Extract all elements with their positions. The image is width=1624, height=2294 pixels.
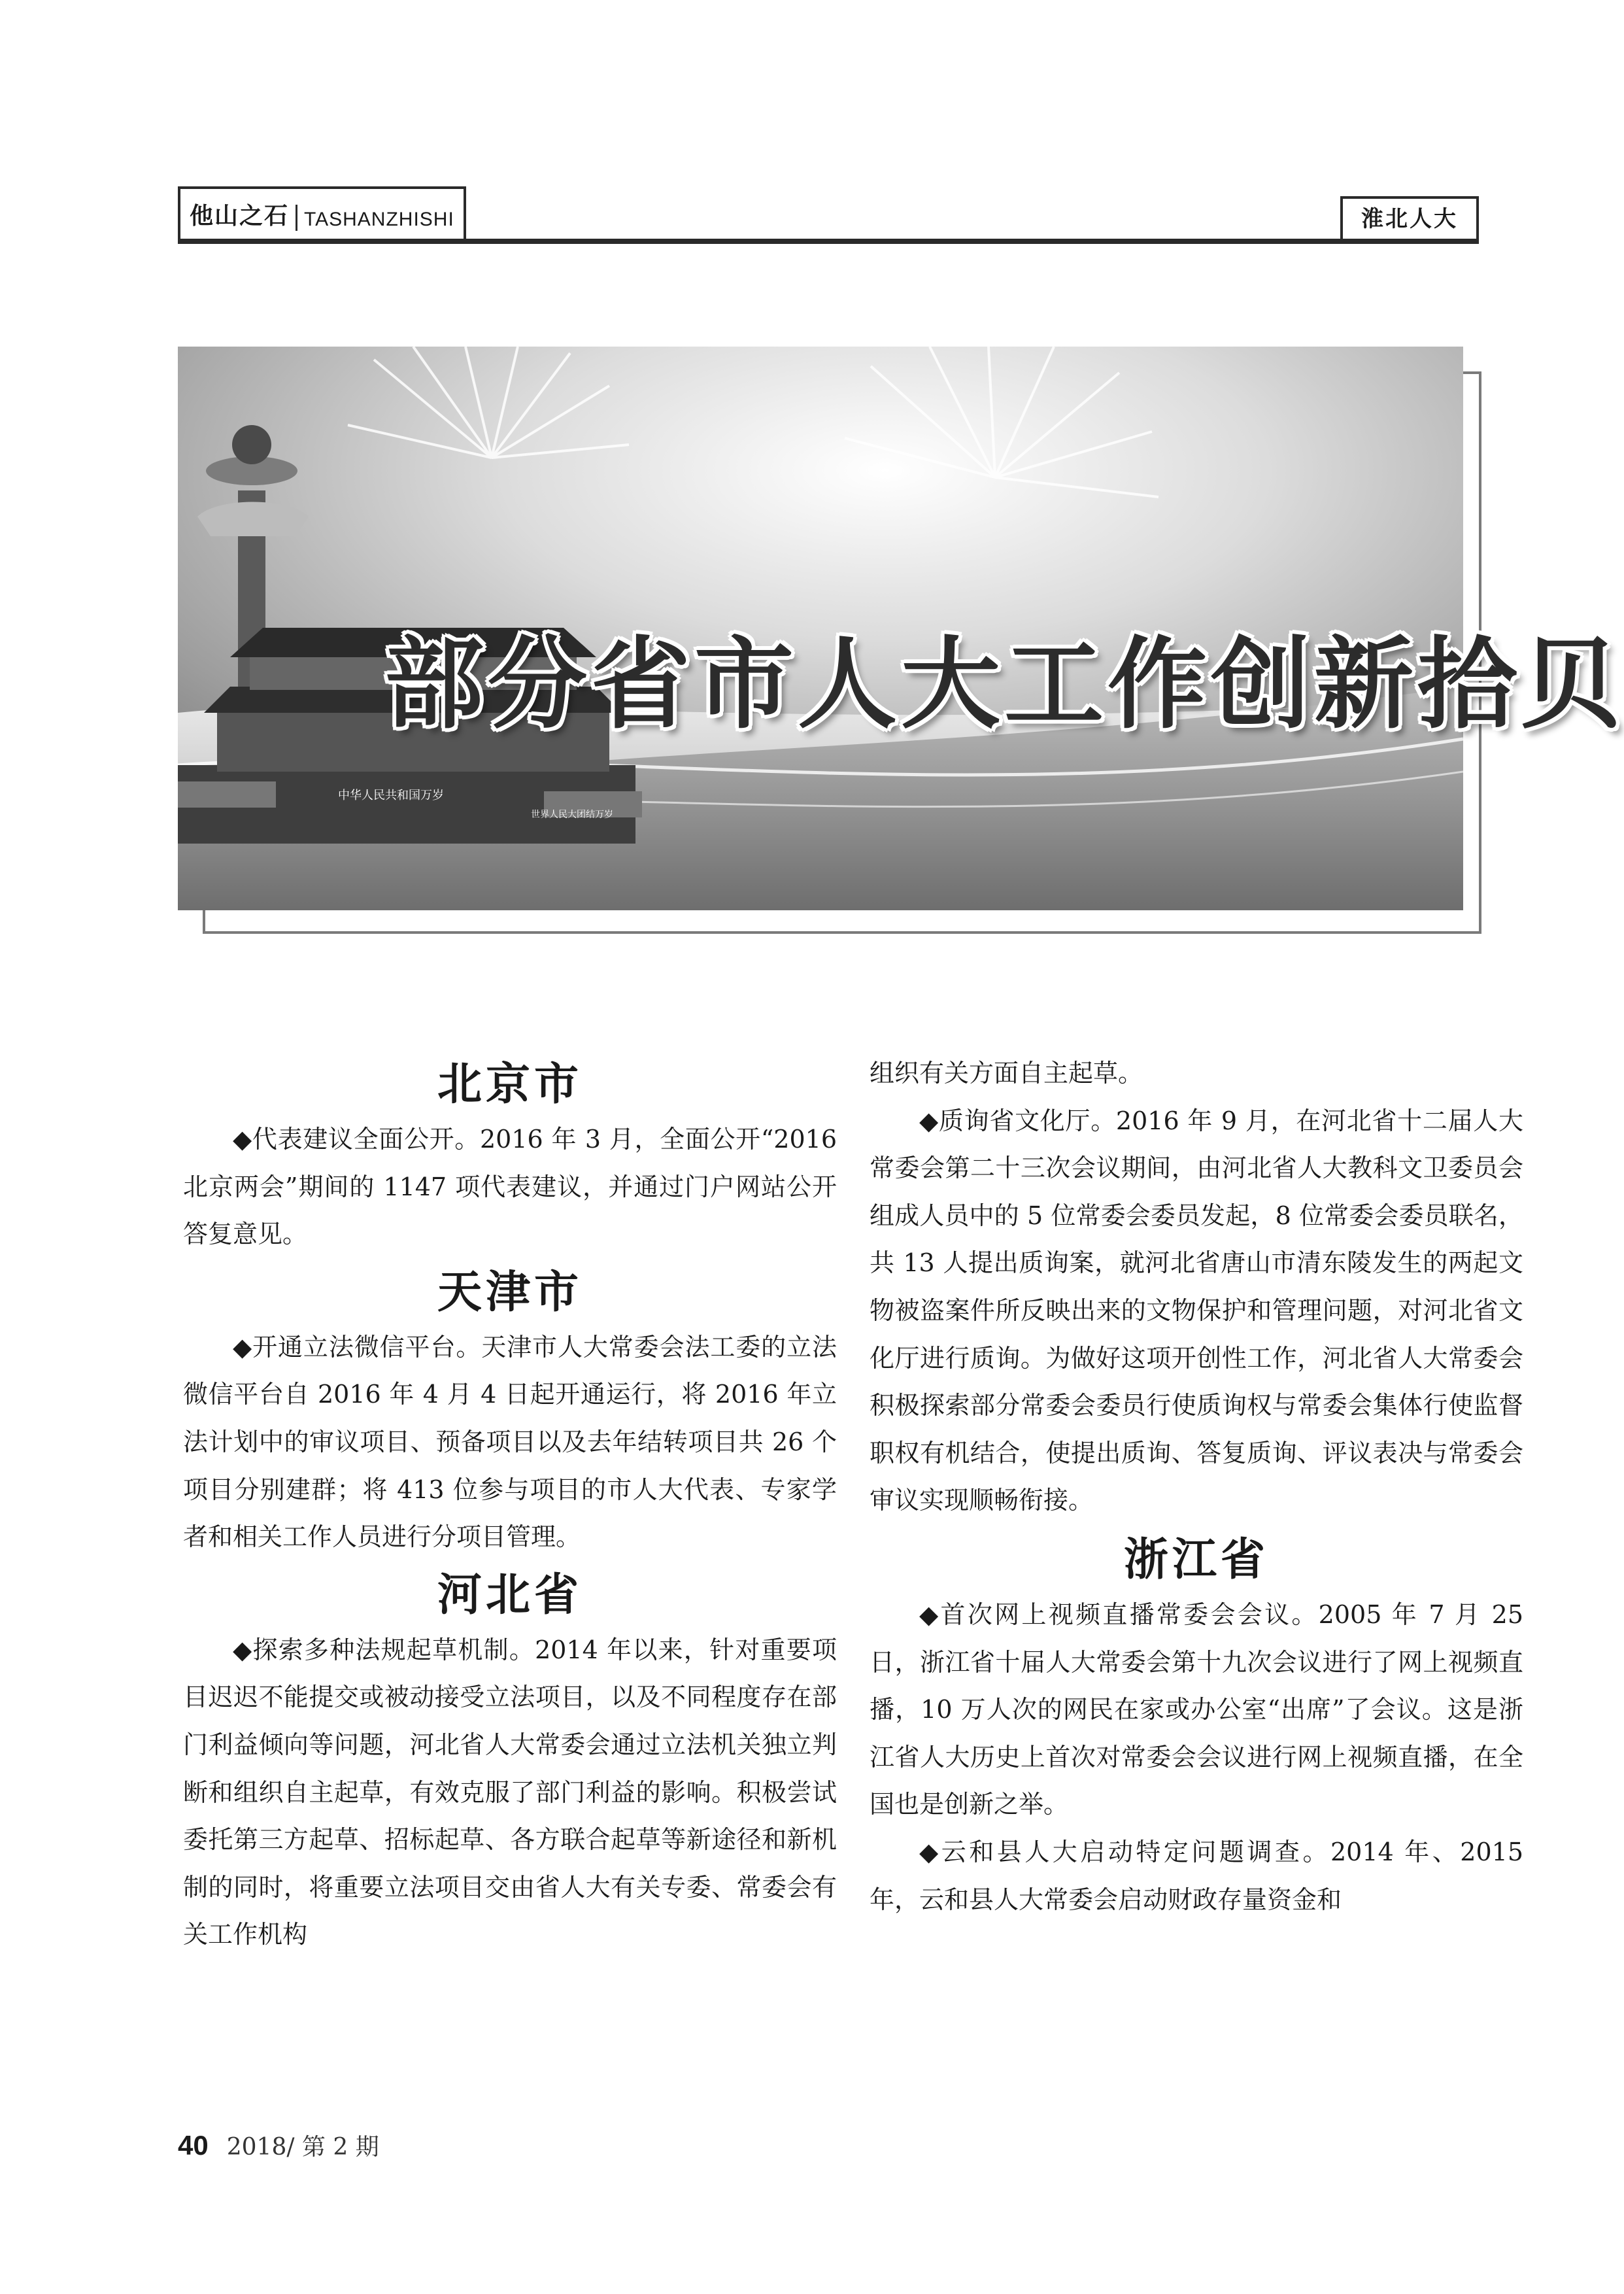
right-column xyxy=(870,1050,1523,1923)
paragraph-beijing-1: ◆代表建议全面公开。2016 年 3 月，全面公开“2016 北京两会”期间的 1147 项代表建议，并通过门户网站公开答复意见。 xyxy=(183,1125,837,1249)
banner-image xyxy=(178,347,1624,910)
section-title-tianjin: 天津市 xyxy=(437,1265,583,1318)
left-column xyxy=(183,1053,837,1959)
banner-title: 部分省市人大工作创新拾贝 xyxy=(384,626,1624,742)
paragraph-zhejiang-2: ◆云和县人大启动特定问题调查。2014 年、2015 年，云和县人大常委会启动财政存量资金和 xyxy=(870,1837,1523,1914)
header-rule xyxy=(178,239,1479,244)
section-title-hebei: 河北省 xyxy=(437,1568,583,1621)
paragraph-hebei-1: ◆探索多种法规起草机制。2014 年以来，针对重要项目迟迟不能提交或被动接受立法项目，以及不同程度存在部门利益倾向等问题，河北省人大常委会通过立法机关独立判断和组织自主起草，有效克服了部门利益的影响。积极尝试委托第三方起草、招标起草、各方联合起草等新途径和新机制的同时，将重要立法项目交由省人大有关专委、常委会有关工作机构 xyxy=(183,1635,837,1949)
column-name-en: TASHANZHISHI xyxy=(304,209,454,230)
gate-sign-right: 世界人民大团结万岁 xyxy=(531,810,613,820)
publication-name: 淮北人大 xyxy=(1361,206,1458,232)
paragraph-hebei-2: ◆质询省文化厅。2016 年 9 月，在河北省十二届人大常委会第二十三次会议期间，由河北省人大教科文卫委员会组成人员中的 5 位常委会委员发起，8 位常委会委员联名，共 13 人提出质询案，就河北省唐山市清东陵发生的两起文物被盗案件所反映出来的文物保护和管理问题，对河北省文化厅进行质询。为做好这项开创性工作，河北省人大常委会积极探索部分常委会委员行使质询权与常委会集体行使监督职权有机结合，使提出质询、答复质询、评议表决与常委会审议实现顺畅衔接。 xyxy=(870,1106,1523,1515)
column-name-zh: 他山之石 xyxy=(190,203,290,230)
issue-label: 2018/ 第 2 期 xyxy=(226,2134,379,2161)
paragraph-tianjin-1: ◆开通立法微信平台。天津市人大常委会法工委的立法微信平台自 2016 年 4 月 4 日起开通运行，将 2016 年立法计划中的审议项目、预备项目以及去年结转项目共 26 个项目分别建群；将 413 位参与项目的市人大代表、专家学者和相关工作人员进行分项目管理。 xyxy=(183,1332,837,1552)
paragraph-zhejiang-1: ◆首次网上视频直播常委会会议。2005 年 7 月 25 日，浙江省十届人大常委会第十九次会议进行了网上视频直播，10 万人次的网民在家或办公室“出席”了会议。这是浙江省人大历史上首次对常委会会议进行网上视频直播，在全国也是创新之举。 xyxy=(870,1600,1523,1819)
gate-sign-left: 中华人民共和国万岁 xyxy=(338,789,444,802)
column-tab xyxy=(178,186,466,239)
section-title-beijing: 北京市 xyxy=(437,1058,583,1110)
publication-tab xyxy=(1340,196,1479,241)
page-number: 40 xyxy=(178,2130,209,2161)
column-name-divider xyxy=(296,205,297,231)
banner-title-wrap xyxy=(178,347,1624,910)
paragraph-hebei-continuation: 组织有关方面自主起草。 xyxy=(870,1059,1143,1087)
page-footer xyxy=(178,2129,379,2162)
section-title-zhejiang: 浙江省 xyxy=(1123,1533,1269,1586)
